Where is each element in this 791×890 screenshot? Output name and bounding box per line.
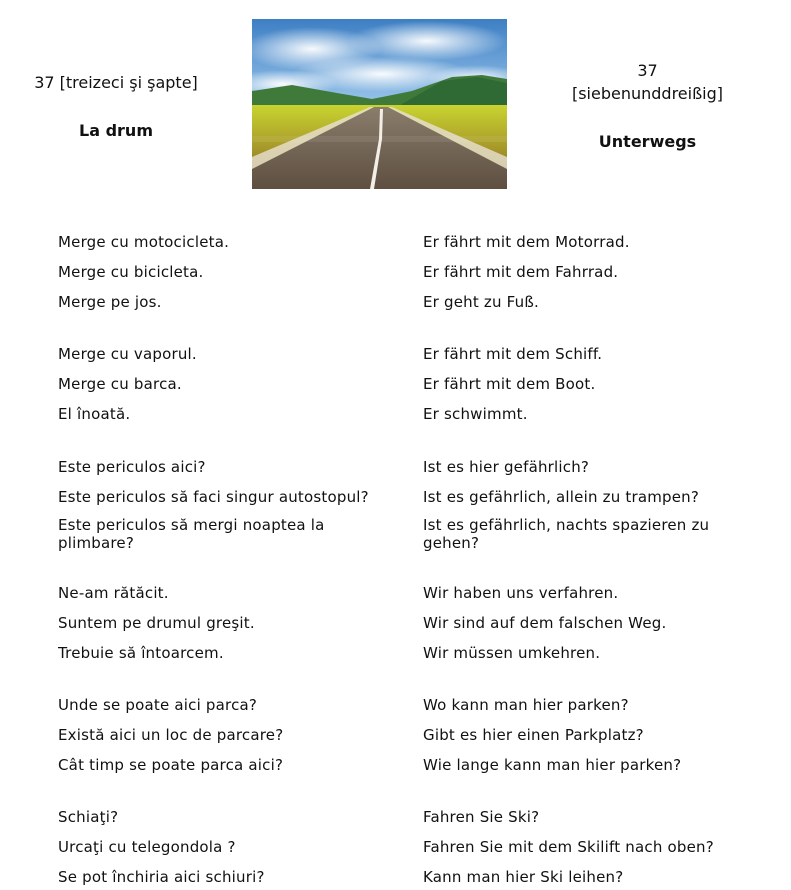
phrase-german: Fahren Sie Ski? (423, 808, 540, 826)
phrase-romanian: Este periculos aici? (58, 458, 206, 476)
phrase-romanian: Schiaţi? (58, 808, 119, 826)
phrase-german: Wir sind auf dem falschen Weg. (423, 614, 667, 632)
phrase-german: Er geht zu Fuß. (423, 293, 539, 311)
phrase-romanian: Merge cu vaporul. (58, 345, 197, 363)
phrase-romanian: Este periculos să mergi noaptea la plimbare? (58, 516, 325, 552)
phrase-romanian: Ne-am rătăcit. (58, 584, 169, 602)
phrase-romanian: Există aici un loc de parcare? (58, 726, 284, 744)
phrase-romanian: Merge pe jos. (58, 293, 162, 311)
phrase-german: Ist es gefährlich, nachts spazieren zu gehen? (423, 516, 710, 552)
phrase-german: Wir haben uns verfahren. (423, 584, 619, 602)
phrase-german: Er fährt mit dem Boot. (423, 375, 596, 393)
lesson-number-german-words: [siebenunddreißig] (571, 84, 724, 103)
phrase-german: Ist es hier gefährlich? (423, 458, 590, 476)
phrase-german: Wir müssen umkehren. (423, 644, 601, 662)
phrase-romanian: Este periculos să faci singur autostopul? (58, 488, 369, 506)
phrase-romanian: Merge cu barca. (58, 375, 182, 393)
phrase-romanian: Suntem pe drumul greşit. (58, 614, 255, 632)
phrase-romanian: Se pot închiria aici schiuri? (58, 868, 265, 886)
phrase-german: Gibt es hier einen Parkplatz? (423, 726, 644, 744)
phrase-german: Wie lange kann man hier parken? (423, 756, 682, 774)
phrase-romanian: Trebuie să întoarcem. (58, 644, 224, 662)
phrase-romanian: Urcaţi cu telegondola ? (58, 838, 236, 856)
phrase-german: Er fährt mit dem Motorrad. (423, 233, 630, 251)
phrase-german: Wo kann man hier parken? (423, 696, 629, 714)
phrase-german: Er fährt mit dem Fahrrad. (423, 263, 619, 281)
phrase-romanian: Merge cu motocicleta. (58, 233, 230, 251)
phrase-german: Fahren Sie mit dem Skilift nach oben? (423, 838, 714, 856)
phrase-romanian: Merge cu bicicleta. (58, 263, 204, 281)
road-photo (252, 19, 507, 189)
lesson-number-german: 37 (637, 61, 658, 80)
lesson-title-german: Unterwegs (598, 132, 697, 151)
phrase-romanian: Cât timp se poate parca aici? (58, 756, 284, 774)
phrase-romanian: Unde se poate aici parca? (58, 696, 258, 714)
phrase-german: Er schwimmt. (423, 405, 528, 423)
lesson-header-romanian (0, 0, 232, 190)
lesson-number-romanian: 37 [treizeci şi şapte] (34, 73, 198, 92)
lesson-title-romanian: La drum (79, 121, 153, 140)
phrase-romanian: El înoată. (58, 405, 131, 423)
phrase-german: Er fährt mit dem Schiff. (423, 345, 603, 363)
lesson-header-german (540, 0, 755, 190)
phrase-german: Ist es gefährlich, allein zu trampen? (423, 488, 700, 506)
phrase-german: Kann man hier Ski leihen? (423, 868, 624, 886)
